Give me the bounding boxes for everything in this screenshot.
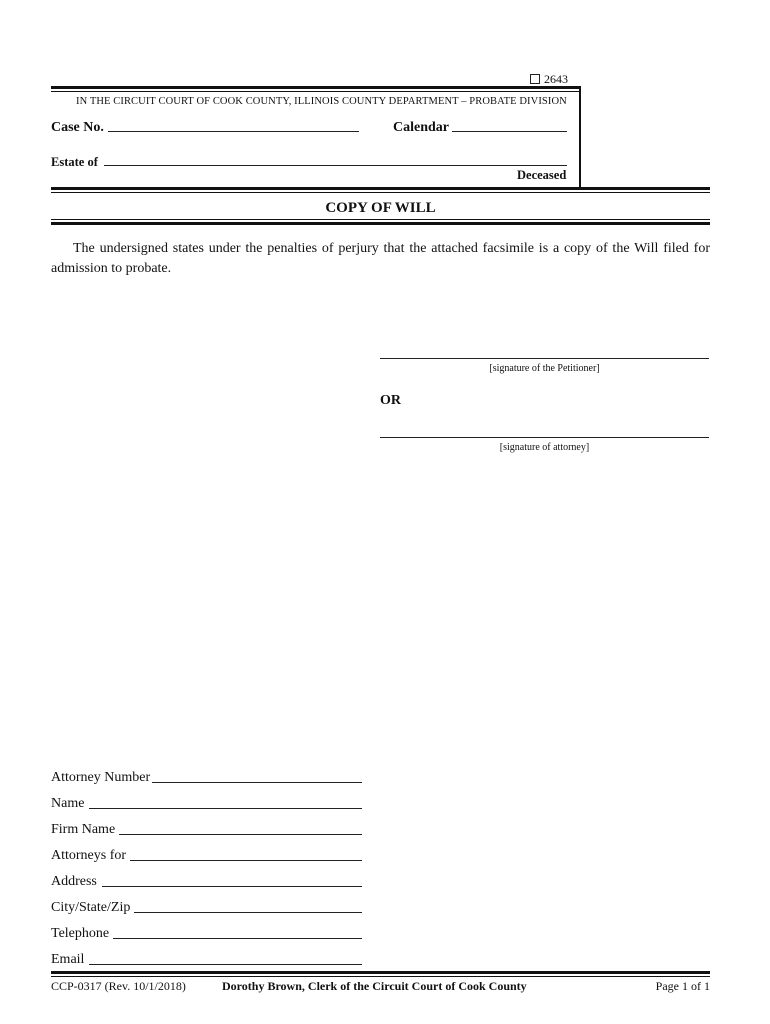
address-label: Address [51,874,97,889]
estate-of-label: Estate of [51,155,98,169]
attorney-signature-line[interactable] [380,437,709,438]
telephone-field[interactable] [113,938,362,939]
estate-of-field[interactable] [104,165,567,166]
court-header: IN THE CIRCUIT COURT OF COOK COUNTY, ILLINOIS COUNTY DEPARTMENT – PROBATE DIVISION [76,96,567,107]
email-field[interactable] [89,964,362,965]
petitioner-signature-line[interactable] [380,358,709,359]
body-statement: The undersigned states under the penalties of perjury that the attached facsimile is a copy of the Will filed for admission to probate. [51,241,710,276]
form-code [530,72,568,87]
city-state-zip-label: City/State/Zip [51,900,131,915]
calendar-field[interactable] [452,131,567,132]
footer-rule [51,971,710,974]
page-title: COPY OF WILL [325,200,436,216]
attorneys-for-label: Attorneys for [51,848,127,863]
clerk-name: Dorothy Brown, Clerk of the Circuit Court of Cook County [222,979,527,993]
page-number: Page 1 of 1 [655,979,710,993]
attorney-signature-caption: [signature of attorney] [499,442,590,453]
name-label: Name [51,796,85,811]
checkbox-icon[interactable] [530,74,540,84]
city-state-zip-field[interactable] [134,912,362,913]
address-field[interactable] [102,886,362,887]
or-label: OR [380,393,401,408]
header-top-rule [51,86,581,89]
deceased-label: Deceased [517,168,567,182]
title-top-rule [51,187,710,190]
form-code-number: 2643 [544,72,568,86]
attorney-number-label: Attorney Number [51,770,151,785]
attorneys-for-field[interactable] [130,860,362,861]
telephone-label: Telephone [51,926,110,941]
case-no-field[interactable] [108,131,359,132]
firm-name-label: Firm Name [51,822,116,837]
name-field[interactable] [89,808,362,809]
title-bottom-rule [51,222,710,225]
footer-rule-thin [51,976,710,977]
header-right-border [579,86,581,188]
petitioner-signature-caption: [signature of the Petitioner] [489,363,600,374]
form-number: CCP-0317 (Rev. 10/1/2018) [51,979,186,993]
calendar-label: Calendar [393,120,449,135]
email-label: Email [51,952,85,967]
title-bottom-rule-thin [51,219,710,220]
header-top-rule-thin [51,91,581,92]
attorney-number-field[interactable] [152,782,362,783]
case-no-label: Case No. [51,120,104,135]
firm-name-field[interactable] [119,834,362,835]
title-top-rule-thin [51,192,710,193]
